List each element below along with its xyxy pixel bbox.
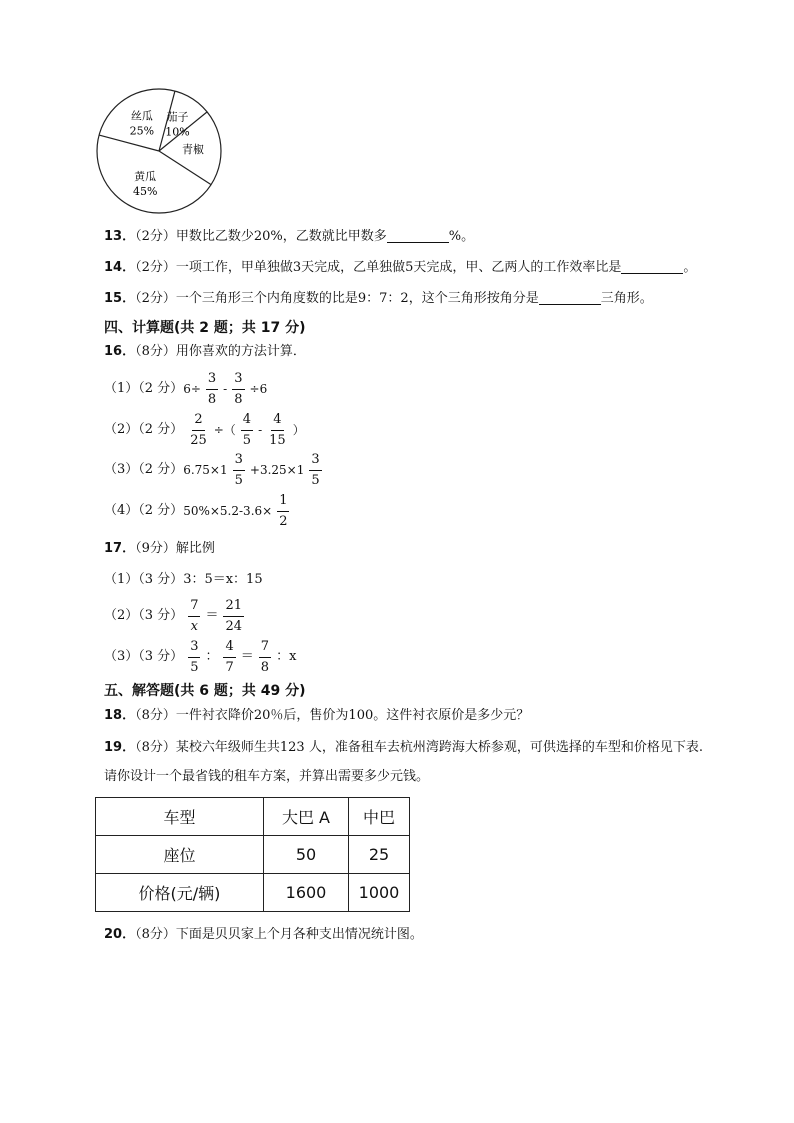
equals-sign: ＝ xyxy=(205,608,219,623)
question-text: 一件衬衣降价20％后，售价为100。这件衬衣原价是多少元？ xyxy=(175,708,530,723)
denominator: 7 xyxy=(225,659,234,675)
question-score: （2分） xyxy=(135,229,176,244)
question-score: （9分） xyxy=(135,541,176,556)
fraction xyxy=(223,639,235,676)
table-cell: 座位 xyxy=(96,836,264,874)
q16-part-1 xyxy=(104,369,267,409)
part-label: （3）（3 分） xyxy=(104,649,184,664)
expr-text: ） xyxy=(292,423,305,437)
question-number: 18． xyxy=(104,708,136,723)
fraction xyxy=(188,598,200,635)
expr-text: 6.75×1 xyxy=(183,463,228,477)
question-20 xyxy=(104,926,423,944)
question-text-end: 。 xyxy=(683,260,697,275)
part-label: （4）（2 分） xyxy=(104,503,184,518)
numerator: 3 xyxy=(233,452,245,471)
equals-sign: ＝ xyxy=(240,649,254,664)
denominator: 8 xyxy=(260,659,270,675)
part-label: （1）（3 分） xyxy=(104,572,184,587)
operator: - xyxy=(223,382,228,396)
question-text: 下面是贝贝家上个月各种支出情况统计图。 xyxy=(175,927,423,942)
expr-text: +3.25×1 xyxy=(249,463,305,477)
question-score: （8分） xyxy=(135,740,176,755)
numerator: 2 xyxy=(192,412,204,431)
table-header-row xyxy=(96,798,410,836)
question-16 xyxy=(104,343,306,361)
question-19-line-2: 请你设计一个最省钱的租车方案，并算出需要多少元钱。 xyxy=(104,769,430,784)
vegetable-pie-chart xyxy=(90,85,230,220)
table-header-cell: 大巴 A xyxy=(264,798,349,836)
q17-part-1 xyxy=(104,571,263,589)
answer-blank[interactable] xyxy=(539,290,601,305)
part-label: （2）（2 分） xyxy=(104,422,184,437)
question-text: 某校六年级师生共123 人，准备租车去杭州湾跨海大桥参观，可供选择的车型和价格见下表. xyxy=(175,740,703,755)
expr-text: 3：5＝x：15 xyxy=(183,572,263,587)
question-text: 用你喜欢的方法计算． xyxy=(175,344,306,359)
question-15 xyxy=(104,290,653,308)
q16-part-2 xyxy=(104,410,305,450)
pie-slice-percent: 45% xyxy=(132,185,158,199)
fraction xyxy=(233,452,245,489)
numerator: 4 xyxy=(223,639,235,658)
question-number: 15． xyxy=(104,291,136,306)
denominator: 5 xyxy=(311,472,320,488)
denominator: 5 xyxy=(190,659,199,675)
denominator: 5 xyxy=(242,432,252,448)
q16-part-4 xyxy=(104,491,294,531)
vehicle-price-table xyxy=(95,797,410,912)
expr-text: ÷6 xyxy=(249,382,268,396)
question-number: 20． xyxy=(104,927,136,942)
question-text-end: %。 xyxy=(448,229,475,244)
expr-text: 50%×5.2-3.6× xyxy=(183,504,273,518)
numerator: 7 xyxy=(188,598,200,617)
question-text: 一个三角形三个内角度数的比是9：7：2，这个三角形按角分是 xyxy=(175,291,539,306)
fraction xyxy=(188,639,200,676)
question-text: 一项工作，甲单独做3天完成，乙单独做5天完成，甲、乙两人的工作效率比是 xyxy=(175,260,622,275)
question-14 xyxy=(104,259,696,277)
table-row xyxy=(96,874,410,912)
question-17 xyxy=(104,540,215,558)
q16-part-3 xyxy=(104,450,327,490)
fraction xyxy=(223,598,244,635)
question-text: 甲数比乙数少20%，乙数就比甲数多 xyxy=(175,229,387,244)
numerator: 4 xyxy=(271,412,283,431)
expr-text: 6÷ xyxy=(183,382,201,396)
denominator: 2 xyxy=(279,513,288,529)
pie-slice-percent: 10% xyxy=(165,125,190,139)
table-cell: 25 xyxy=(349,836,410,874)
fraction xyxy=(259,639,271,676)
answer-blank[interactable] xyxy=(387,228,449,243)
answer-blank[interactable] xyxy=(621,259,683,274)
table-header-cell: 中巴 xyxy=(349,798,410,836)
part-label: （1）（2 分） xyxy=(104,381,184,396)
denominator: 15 xyxy=(269,432,286,448)
question-number: 19． xyxy=(104,740,136,755)
ratio-colon: ： xyxy=(205,649,219,664)
pie-slice-label: 青椒 xyxy=(182,143,205,157)
numerator: 7 xyxy=(259,639,271,658)
expr-text: ：x xyxy=(276,649,297,664)
table-cell: 价格(元/辆) xyxy=(96,874,264,912)
question-text-end: 三角形。 xyxy=(600,291,653,306)
question-score: （8分） xyxy=(135,708,176,723)
q17-part-2 xyxy=(104,596,249,636)
fraction xyxy=(188,412,209,449)
pie-slice-label: 黄瓜 xyxy=(134,170,157,184)
fraction xyxy=(232,371,244,408)
table-cell: 1000 xyxy=(349,874,410,912)
question-score: （8分） xyxy=(135,344,176,359)
table-cell: 50 xyxy=(264,836,349,874)
numerator: 1 xyxy=(277,493,289,512)
denominator: 24 xyxy=(225,618,243,634)
part-label: （2）（3 分） xyxy=(104,608,184,623)
numerator: 4 xyxy=(241,412,253,431)
section-title-4: 四、计算题(共 2 题；共 17 分) xyxy=(104,320,306,336)
fraction xyxy=(241,412,253,449)
question-18 xyxy=(104,707,529,725)
table-row xyxy=(96,836,410,874)
denominator: 8 xyxy=(234,391,243,407)
denominator: 8 xyxy=(207,391,217,407)
fraction xyxy=(267,412,288,449)
pie-slice-label: 茄子 xyxy=(166,110,189,124)
numerator: 3 xyxy=(188,639,200,658)
fraction xyxy=(309,452,321,489)
table-header-cell: 车型 xyxy=(96,798,264,836)
numerator: 3 xyxy=(309,452,321,471)
numerator: 3 xyxy=(206,371,218,390)
question-score: （2分） xyxy=(135,260,176,275)
numerator: 21 xyxy=(223,598,244,617)
part-label: （3）（2 分） xyxy=(104,462,184,477)
denominator: x xyxy=(190,618,198,634)
question-score: （2分） xyxy=(135,291,176,306)
fraction xyxy=(206,371,218,408)
operator: - xyxy=(258,423,263,437)
q17-part-3 xyxy=(104,637,296,677)
question-text: 解比例 xyxy=(175,541,215,556)
question-13 xyxy=(104,228,474,246)
numerator: 3 xyxy=(232,371,244,390)
denominator: 25 xyxy=(190,432,207,448)
question-number: 17． xyxy=(104,541,136,556)
question-number: 13． xyxy=(104,229,136,244)
expr-text: ÷（ xyxy=(213,423,236,437)
question-number: 16． xyxy=(104,344,136,359)
table-cell: 1600 xyxy=(264,874,349,912)
question-number: 14． xyxy=(104,260,136,275)
pie-slice-percent: 25% xyxy=(129,124,155,138)
pie-slice-label: 丝瓜 xyxy=(130,109,153,123)
section-title-5: 五、解答题(共 6 题；共 49 分) xyxy=(104,683,306,699)
question-19 xyxy=(104,739,703,757)
denominator: 5 xyxy=(234,472,243,488)
fraction xyxy=(277,493,289,530)
question-score: （8分） xyxy=(135,927,176,942)
